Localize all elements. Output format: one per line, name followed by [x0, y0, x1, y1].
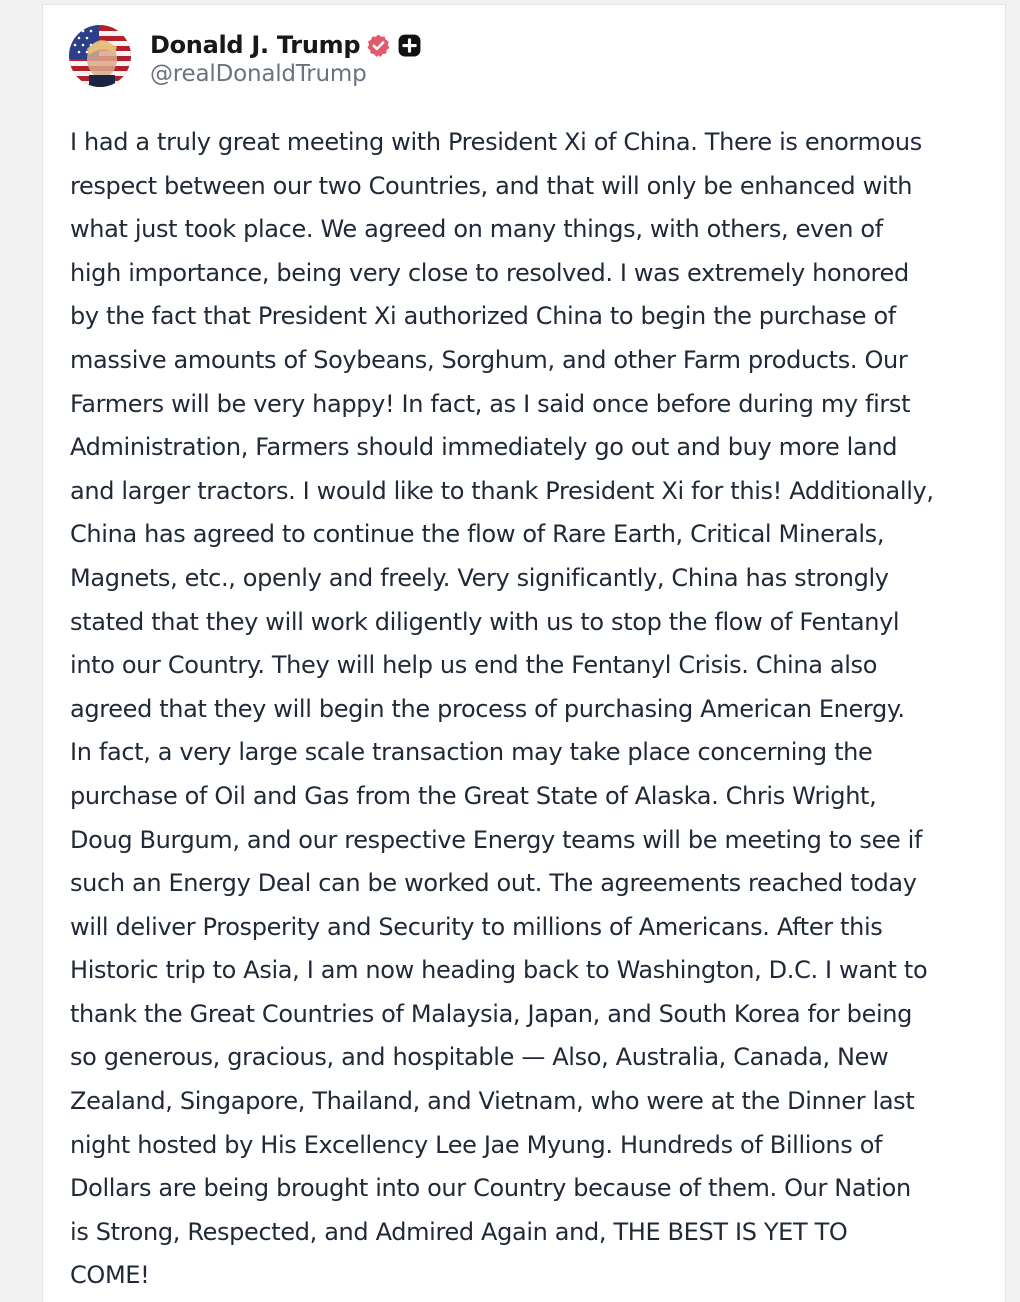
author-name[interactable]: Donald J. Trump — [150, 31, 361, 59]
author-name-row — [150, 27, 422, 63]
author-handle[interactable]: @realDonaldTrump — [150, 61, 367, 87]
verified-badge-icon — [366, 33, 391, 58]
post-card — [42, 4, 1006, 1302]
avatar-flag-portrait-icon — [69, 25, 131, 87]
plus-badge-icon — [397, 33, 422, 58]
post-text: I had a truly great meeting with President Xi of China. There is enormous respect between our two Countries, and that will only be enhanced with what just took place. We agreed on many things, with others, even of high importance, being very close to resolved. I was extremely honored by the fact that President Xi authorized China to begin the purchase of massive amounts of Soybeans, Sorghum, and other Farm products. Our Farmers will be very happy! In fact, as I said once before during my first Administration, Farmers should immediately go out and buy more land and larger tractors. I would like to thank President Xi for this! Additionally, China has agreed to continue the flow of Rare Earth, Critical Minerals, Magnets, etc., openly and freely. Very significantly, China has strongly stated that they will work diligently with us to stop the flow of Fentanyl into our Country. They will help us end the Fentanyl Crisis. China also agreed that they will begin the process of purchasing American Energy. In fact, a very large scale transaction may take place concerning the purchase of Oil and Gas from the Great State of Alaska. Chris Wright, Doug Burgum, and our respective Energy teams will be meeting to see if such an Energy Deal can be worked out. The agreements reached today will deliver Prosperity and Security to millions of Americans. After this Historic trip to Asia, I am now heading back to Washington, D.C. I want to thank the Great Countries of Malaysia, Japan, and South Korea for being so generous, gracious, and hospitable — Also, Australia, Canada, New Zealand, Singapore, Thailand, and Vietnam, who were at the Dinner last night hosted by His Excellency Lee Jae Myung. Hundreds of Billions of Dollars are being brought into our Country because of them. Our Nation is Strong, Respected, and Admired Again and, THE BEST IS YET TO COME! — [70, 128, 934, 1290]
avatar[interactable] — [69, 25, 131, 87]
